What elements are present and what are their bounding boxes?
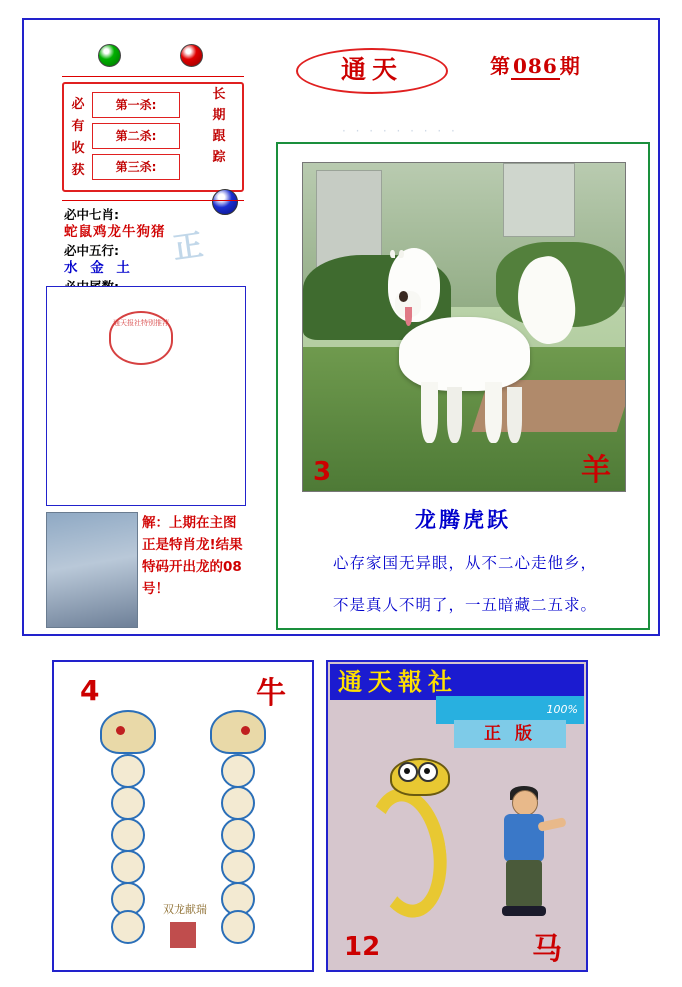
issue-suffix: 期 [559,54,581,78]
divider-mid [62,200,244,201]
man-legs [506,860,542,908]
bottom-left-zodiac: 牛 [256,676,286,711]
dog-body [399,317,530,391]
bottom-left-panel [52,660,314,972]
poem-block [288,542,642,626]
dragon-head [210,710,266,754]
feature-frame [276,142,650,630]
bottom-right-number: 12 [344,932,381,962]
publisher-sub-banner: 100% [436,696,584,724]
snake-pupil [404,768,410,774]
issue-prefix: 第 [490,54,511,78]
dragon-segment [221,850,255,884]
divider-top [62,76,244,77]
stamp-box [46,286,246,506]
man-head [512,790,538,816]
right-column [246,20,658,634]
photo-zodiac: 羊 [581,453,611,488]
man-illustration [490,790,560,918]
issue-label [490,50,581,79]
kill-item-2: 第二杀: [92,123,180,149]
kill-list [92,92,180,186]
man-body [504,814,544,862]
snake-body [359,783,454,923]
ball-row [82,42,222,72]
snake-pupil [424,768,430,774]
slogan-vertical-left: 必有收获 [71,97,85,178]
poem-line-1: 心存家国无异眼，从不二心走他乡， [332,554,597,572]
dragon-segment [221,910,255,944]
kill-item-3: 第三杀: [92,154,180,180]
publisher-sub-banner-2: 正 版 [454,720,566,748]
snake-head [390,758,450,796]
dog-ear-right [399,250,404,259]
snake-illustration [356,758,464,928]
dragon-segment [221,754,255,788]
slogan-vertical-right: 长期跟踪 [212,87,226,165]
slogan-text: 龙腾虎跃 [415,507,511,532]
publisher-banner: 通天報社 [330,664,584,700]
dog-leg-2 [447,387,462,443]
official-seal-icon: 通天报社特别推荐 [109,311,173,365]
dog-figure [380,235,567,451]
dragon-caption: 双龙献瑞 [163,903,207,916]
dragon-seal-icon [170,922,196,948]
watermark-icon: 正 [170,227,208,267]
bottom-left-number: 4 [80,674,100,707]
dragon-eye-icon [116,726,125,735]
dragon-head [100,710,156,754]
snake-eye-right-icon [418,762,438,782]
kill-item-1: 第一杀: [92,92,180,118]
snake-eye-left-icon [398,762,418,782]
dragon-segment [221,818,255,852]
issue-number: 086 [513,54,558,78]
seven-zodiac-value: 蛇鼠鸡龙牛狗猪 [64,224,166,240]
dragon-eye-icon [241,726,250,735]
dragon-parade-photo [46,512,138,628]
dragon-segment [221,786,255,820]
dog-tongue [405,307,412,326]
photo-number: 3 [313,457,332,487]
bottom-right-zodiac: 马 [532,932,562,967]
faint-header-text: · · · · · · · · · [342,124,458,138]
dog-leg-3 [485,382,502,443]
five-elements-label: 必中五行: [64,243,119,258]
dog-leg-1 [421,382,438,443]
green-ball-icon [98,44,121,67]
man-shoes [502,906,546,916]
five-elements-value: 水 金 土 [64,260,134,276]
seven-zodiac-label: 必中七肖: [64,207,119,222]
dragon-segment [111,818,145,852]
main-photo [302,162,626,492]
page-title: 通天 [296,48,448,94]
red-ball-icon [180,44,203,67]
left-column [24,20,246,634]
dragon-segment [111,786,145,820]
dog-leg-4 [507,387,522,443]
photo-building-right [503,163,576,237]
dragon-segment [111,850,145,884]
dog-ear-left [390,250,395,259]
poem-line-2: 不是真人不明了，一五暗藏二五求。 [332,596,597,614]
main-panel [22,18,660,636]
explanation-note: 解：上期在主图正是特肖龙!结果特码开出龙的08号！ [142,515,243,597]
dragon-segment [111,754,145,788]
dragon-segment [111,910,145,944]
bottom-right-panel [326,660,588,972]
